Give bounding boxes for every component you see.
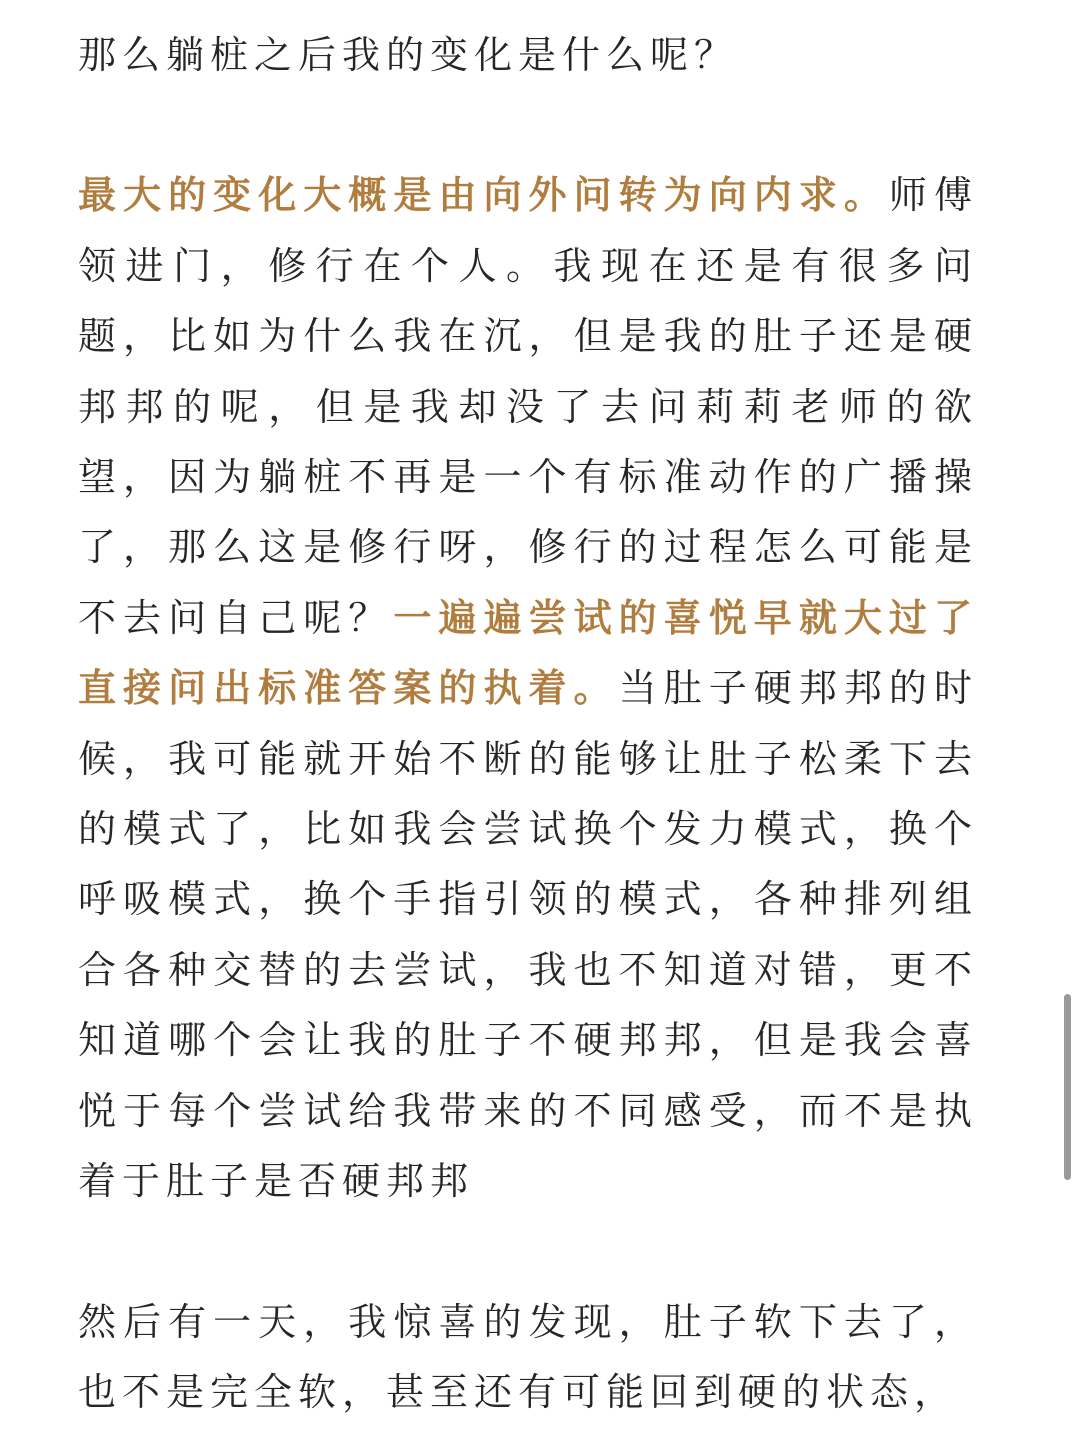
closing-text: 然后有一天，我惊喜的发现，肚子软下去了，也不是完全软，甚至还有可能回到硬的状态， xyxy=(78,1299,978,1414)
vertical-scrollbar[interactable] xyxy=(1064,994,1071,1180)
intro-paragraph xyxy=(78,20,978,90)
body-text-1: 师傅领进门，修行在个人。我现在还是有很多问题，比如为什么我在沉，但是我的肚子还是硬邦邦的呢，但是我却没了去问莉莉老师的欲望，因为躺桩不再是一个有标准动作的广播操了，那么这是修行呀，修行的过程怎么可能是不去问自己呢？ xyxy=(78,173,978,640)
body-text-2: 当肚子硬邦邦的时候，我可能就开始不断的能够让肚子松柔下去的模式了，比如我会尝试换个发力模式，换个呼吸模式，换个手指引领的模式，各种排列组合各种交替的去尝试，我也不知道对错，更不知道哪个会让我的肚子不硬邦邦，但是我会喜悦于每个尝试给我带来的不同感受，而不是执着于肚子是否硬邦邦 xyxy=(78,666,978,1204)
highlight-sentence-1: 最大的变化大概是由向外问转为向内求。 xyxy=(78,173,889,218)
main-paragraph xyxy=(78,160,978,1216)
closing-paragraph xyxy=(78,1287,978,1428)
article-body xyxy=(78,20,978,1427)
intro-text: 那么躺桩之后我的变化是什么呢？ xyxy=(78,33,739,77)
highlight-sentence-2: 一遍遍尝试的喜悦早就大过了直接问出标准答案的执着。 xyxy=(78,595,978,711)
